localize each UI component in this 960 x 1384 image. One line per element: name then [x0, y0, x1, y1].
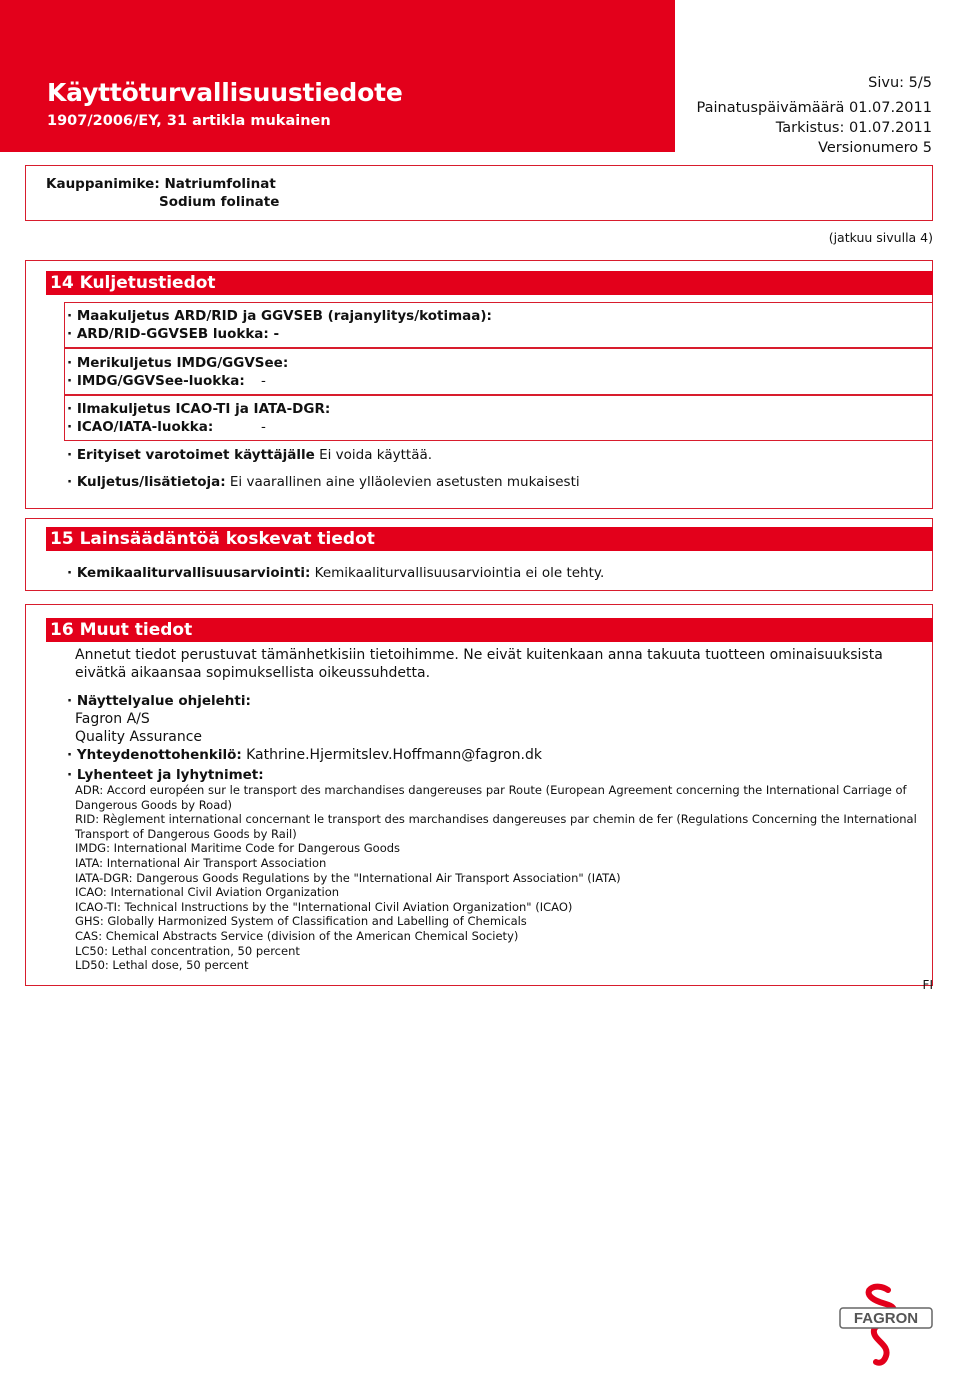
land-heading: · Maakuljetus ARD/RID ja GGVSEB (rajanylitys/kotimaa): — [67, 308, 492, 324]
assessment-value: Kemikaaliturvallisuusarviointia ei ole tehty. — [314, 565, 605, 581]
continued-note: (jatkuu sivulla 4) — [828, 230, 933, 245]
air-class-label: · ICAO/IATA-luokka: — [67, 419, 214, 435]
version-number: Versionumero 5 — [818, 140, 932, 156]
abbr-line: IMDG: International Maritime Code for Dangerous Goods — [75, 841, 401, 856]
section-16-title: 16 Muut tiedot — [46, 618, 933, 642]
fagron-logo-mark — [836, 1278, 936, 1368]
land-class: · ARD/RID-GGVSEB luokka: - — [67, 326, 280, 342]
abbr-line: ICAO-TI: Technical Instructions by the "International Civil Aviation Organization" (ICAO) — [75, 899, 573, 914]
abbr-line: ICAO: International Civil Aviation Organization — [75, 885, 340, 900]
abbr-line: IATA-DGR: Dangerous Goods Regulations by the "International Air Transport Association" (IATA) — [75, 870, 621, 885]
header-red-band — [0, 0, 675, 152]
contact-label: · Yhteydenottohenkilö: — [67, 747, 242, 763]
intro-line-1: Annetut tiedot perustuvat tämänhetkisiin tietoihimme. Ne eivät kuitenkaan anna takuuta tuotteen ominaisuuksista — [75, 647, 883, 663]
abbr-label: · Lyhenteet ja lyhytnimet: — [67, 767, 264, 783]
abbr-line: GHS: Globally Harmonized System of Classification and Labelling of Chemicals — [75, 914, 527, 929]
special-precautions — [67, 446, 432, 464]
air-class-value: - — [261, 419, 266, 435]
abbr-line: IATA: International Air Transport Association — [75, 855, 327, 870]
air-heading: · Ilmakuljetus ICAO-TI ja IATA-DGR: — [67, 401, 331, 417]
fagron-logo — [836, 1278, 936, 1368]
issuer-label: · Näyttelyalue ohjelehti: — [67, 693, 251, 709]
intro-line-2: eivätkä aikaansaa sopimuksellista oikeussuhdetta. — [75, 665, 431, 681]
transport-info-value: Ei vaarallinen aine ylläolevien asetusten mukaisesti — [229, 474, 580, 490]
assessment-label: · Kemikaaliturvallisuusarviointi: — [67, 565, 311, 581]
abbr-line: CAS: Chemical Abstracts Service (division of the American Chemical Society) — [75, 928, 519, 943]
abbr-line: LC50: Lethal concentration, 50 percent — [75, 943, 300, 958]
transport-info — [67, 473, 580, 491]
section-15-title: 15 Lainsäädäntöä koskevat tiedot — [46, 527, 933, 551]
logo-text: FAGRON — [853, 1310, 919, 1327]
sea-heading: · Merikuljetus IMDG/GGVSee: — [67, 355, 289, 371]
contact-email: Kathrine.Hjermitslev.Hoffmann@fagron.dk — [246, 747, 542, 763]
product-name-1: Natriumfolinat — [164, 176, 276, 192]
product-label: Kauppanimike: — [46, 176, 160, 192]
page-number: Sivu: 5/5 — [868, 75, 932, 91]
document-title: Käyttöturvallisuustiedote — [47, 78, 403, 107]
language-code: FI — [922, 978, 933, 992]
document-subtitle: 1907/2006/EY, 31 artikla mukainen — [47, 113, 331, 129]
safety-assessment — [67, 564, 604, 582]
section-14-title: 14 Kuljetustiedot — [46, 271, 933, 295]
abbreviation-list — [75, 783, 933, 973]
contact-person — [67, 746, 542, 764]
abbr-line: RID: Règlement international concernant le transport des marchandises dangereuses par chemin de fer (Regulations Concerning the International — [75, 812, 917, 827]
print-date: Painatuspäivämäärä 01.07.2011 — [696, 100, 932, 116]
special-value: Ei voida käyttää. — [319, 447, 433, 463]
transport-info-label: · Kuljetus/lisätietoja: — [67, 474, 226, 490]
product-name-2: Sodium folinate — [159, 194, 280, 210]
revision-date: Tarkistus: 01.07.2011 — [775, 120, 932, 136]
abbr-line: Transport of Dangerous Goods by Rail) — [75, 826, 297, 841]
issuer-line-2: Quality Assurance — [75, 729, 203, 745]
abbr-line: Dangerous Goods by Road) — [75, 797, 233, 812]
special-label: · Erityiset varotoimet käyttäjälle — [67, 447, 315, 463]
sea-class-value: - — [261, 373, 266, 389]
sea-class-label: · IMDG/GGVSee-luokka: — [67, 373, 245, 389]
abbr-line: ADR: Accord européen sur le transport des marchandises dangereuses par Route (European Agreement concerning the International Carriage of — [75, 783, 907, 797]
product-box — [25, 165, 933, 221]
abbr-line: LD50: Lethal dose, 50 percent — [75, 958, 249, 973]
issuer-line-1: Fagron A/S — [75, 711, 150, 727]
